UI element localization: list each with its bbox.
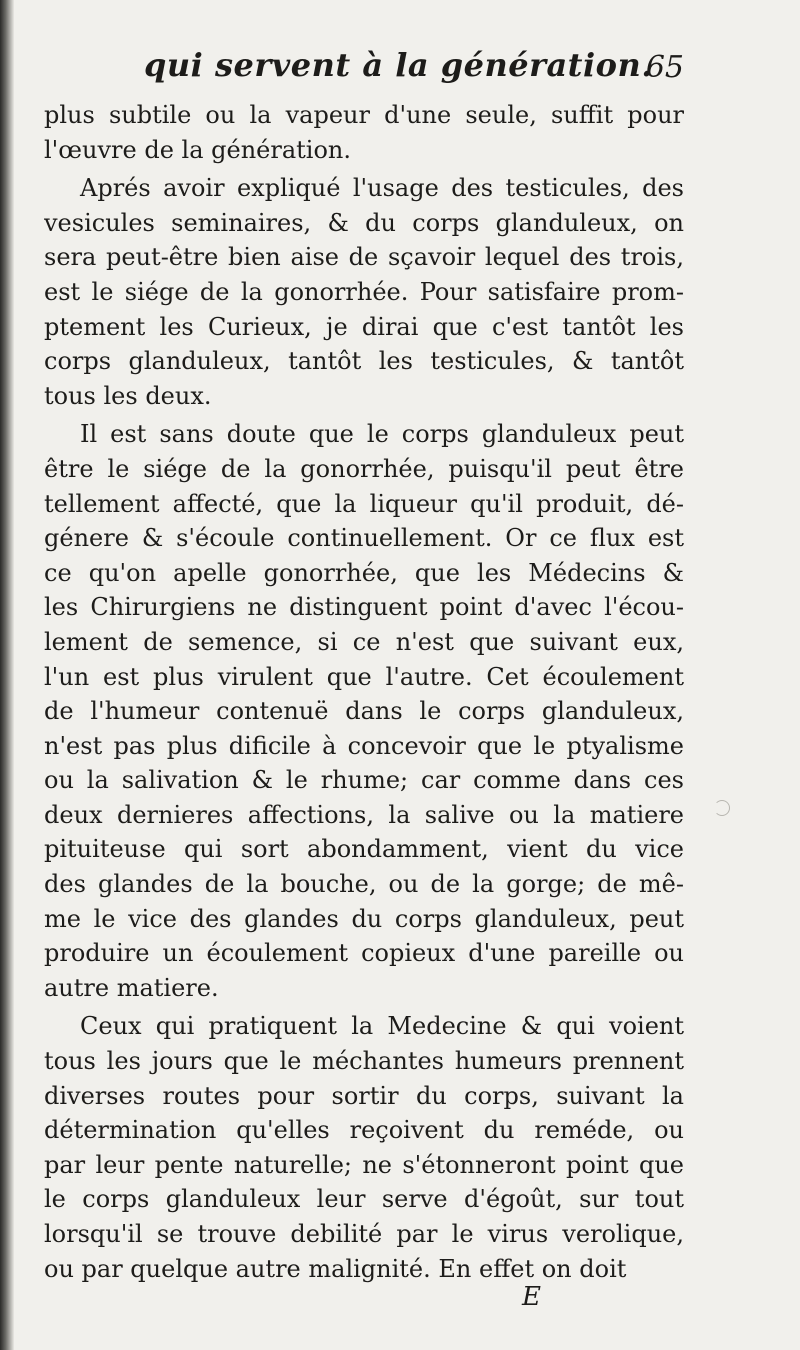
text-line: l'œuvre de la génération. bbox=[44, 135, 351, 164]
text-line: est le siége de la gonorrhée. Pour satisfaire prom- bbox=[44, 277, 684, 306]
text-line: Aprés avoir expliqué l'usage des testicules, des bbox=[80, 174, 684, 203]
text-line: corps glanduleux, tantôt les testicules, & tantôt bbox=[44, 347, 684, 376]
text-line: ou par quelque autre malignité. En effet on doit bbox=[44, 1254, 627, 1283]
text-line: des glandes de la bouche, ou de la gorge; de mê- bbox=[44, 870, 684, 899]
page-binding-edge bbox=[0, 0, 14, 1350]
text-line: génere & s'écoule continuellement. Or ce flux est bbox=[44, 524, 684, 553]
text-line: Ceux qui pratiquent la Medecine & qui voient bbox=[80, 1012, 684, 1041]
ink-smudge bbox=[714, 800, 730, 816]
text-line: être le siége de la gonorrhée, puisqu'il peut être bbox=[44, 454, 684, 483]
paragraph bbox=[44, 417, 684, 1005]
book-page bbox=[44, 40, 684, 1286]
text-line: ou la salivation & le rhume; car comme dans ces bbox=[44, 766, 684, 795]
text-line: plus subtile ou la vapeur d'une seule, suffit pour bbox=[44, 101, 684, 129]
text-line: pituiteuse qui sort abondamment, vient du vice bbox=[44, 835, 684, 864]
text-line: deux dernieres affections, la salive ou la matiere bbox=[44, 800, 684, 829]
running-title: qui servent à la génération. bbox=[144, 46, 653, 84]
text-line: de l'humeur contenuë dans le corps glanduleux, bbox=[44, 697, 684, 726]
text-line: les Chirurgiens ne distinguent point d'avec l'écou- bbox=[44, 593, 684, 622]
text-line: le corps glanduleux leur serve d'égoût, sur tout bbox=[44, 1185, 684, 1214]
text-line: ce qu'on apelle gonorrhée, que les Médecins & bbox=[44, 558, 684, 587]
running-head bbox=[44, 40, 684, 98]
text-line: tellement affecté, que la liqueur qu'il produit, dé- bbox=[44, 489, 684, 518]
text-line: tous les deux. bbox=[44, 381, 212, 410]
text-line: lorsqu'il se trouve debilité par le virus verolique, bbox=[44, 1220, 684, 1248]
paragraph bbox=[44, 1009, 684, 1286]
text-line: n'est pas plus dificile à concevoir que le ptyalisme bbox=[44, 731, 684, 760]
text-line: Il est sans doute que le corps glanduleux peut bbox=[80, 420, 684, 449]
text-line: l'un est plus virulent que l'autre. Cet écoulement bbox=[44, 662, 684, 691]
text-line: lement de semence, si ce n'est que suivant eux, bbox=[44, 627, 684, 656]
text-line: par leur pente naturelle; ne s'étonneront point que bbox=[44, 1150, 684, 1179]
text-line: sera peut-être bien aise de sçavoir lequel des trois, bbox=[44, 243, 684, 272]
text-line: me le vice des glandes du corps glanduleux, peut bbox=[44, 904, 684, 933]
text-line: vesicules seminaires, & du corps glanduleux, on bbox=[44, 208, 684, 237]
text-line: produire un écoulement copieux d'une pareille ou bbox=[44, 939, 684, 968]
body-text bbox=[44, 98, 684, 1286]
page-number: 65 bbox=[645, 50, 684, 85]
text-line: autre matiere. bbox=[44, 973, 219, 1002]
paragraph bbox=[44, 171, 684, 413]
paragraph bbox=[44, 98, 684, 167]
text-line: diverses routes pour sortir du corps, suivant la bbox=[44, 1081, 684, 1110]
text-line: ptement les Curieux, je dirai que c'est tantôt les bbox=[44, 312, 684, 341]
signature-mark: E bbox=[522, 1282, 541, 1312]
text-line: tous les jours que le méchantes humeurs prennent bbox=[44, 1047, 684, 1076]
text-line: détermination qu'elles reçoivent du reméde, ou bbox=[44, 1116, 684, 1145]
